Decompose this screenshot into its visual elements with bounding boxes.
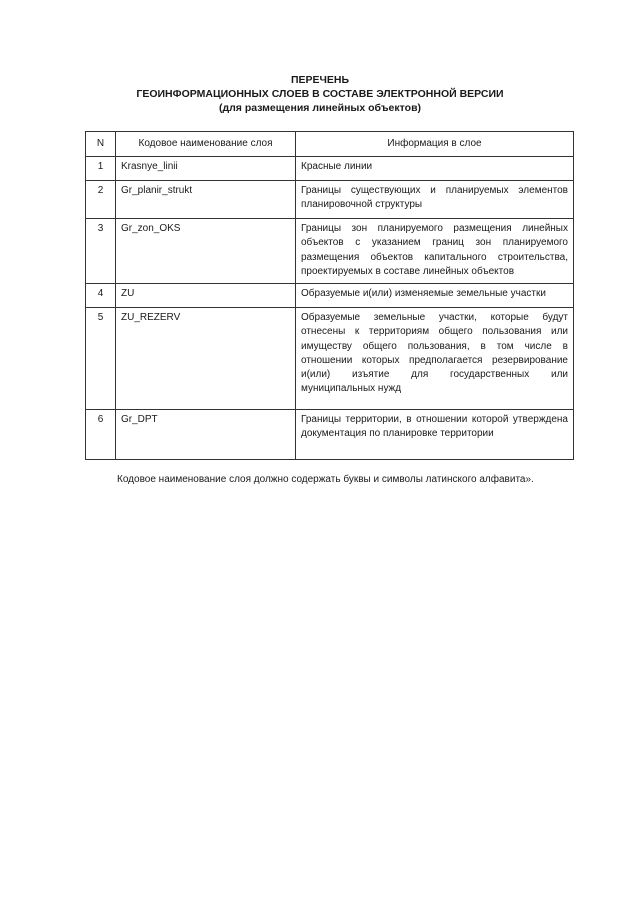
title-line-1: ПЕРЕЧЕНЬ xyxy=(290,74,350,86)
header-info: Информация в слое xyxy=(296,132,574,157)
row-number: 2 xyxy=(86,181,116,219)
header-n: N xyxy=(86,132,116,157)
row-number: 4 xyxy=(86,284,116,308)
table-row xyxy=(86,410,574,460)
row-number: 5 xyxy=(86,308,116,410)
footnote: Кодовое наименование слоя должно содержать буквы и символы латинского алфавита». xyxy=(117,474,534,485)
title-line-3: (для размещения линейных объектов) xyxy=(218,102,422,114)
table-row xyxy=(86,157,574,181)
table-row xyxy=(86,308,574,410)
layer-code: Gr_zon_OKS xyxy=(116,219,296,284)
table-row xyxy=(86,284,574,308)
row-number: 6 xyxy=(86,410,116,460)
layer-code: Gr_planir_strukt xyxy=(116,181,296,219)
layers-table xyxy=(85,131,574,460)
table-row xyxy=(86,219,574,284)
document-title xyxy=(0,73,640,115)
table-header-row xyxy=(86,132,574,157)
layer-info: Границы зон планируемого размещения линейных объектов с указанием границ зон планируемого размещения объектов капитального строительства, проектируемых в составе линейных объектов xyxy=(296,219,574,284)
layer-info: Красные линии xyxy=(296,157,574,181)
header-code: Кодовое наименование слоя xyxy=(116,132,296,157)
layer-info: Границы существующих и планируемых элементов планировочной структуры xyxy=(296,181,574,219)
title-line-2: ГЕОИНФОРМАЦИОННЫХ СЛОЕВ В СОСТАВЕ ЭЛЕКТРОННОЙ ВЕРСИИ xyxy=(136,88,504,100)
row-number: 3 xyxy=(86,219,116,284)
layer-info: Образуемые земельные участки, которые будут отнесены к территориям общего пользования или имуществу общего пользования, в том числе в отношении которых предполагается резервирование и(или) изъятие для государственных или муниципальных нужд xyxy=(296,308,574,410)
table-row xyxy=(86,181,574,219)
layer-info: Границы территории, в отношении которой утверждена документация по планировке территории xyxy=(296,410,574,460)
layer-code: Gr_DPT xyxy=(116,410,296,460)
layer-code: Krasnye_linii xyxy=(116,157,296,181)
layer-code: ZU xyxy=(116,284,296,308)
row-number: 1 xyxy=(86,157,116,181)
layer-info: Образуемые и(или) изменяемые земельные участки xyxy=(296,284,574,308)
layer-code: ZU_REZERV xyxy=(116,308,296,410)
